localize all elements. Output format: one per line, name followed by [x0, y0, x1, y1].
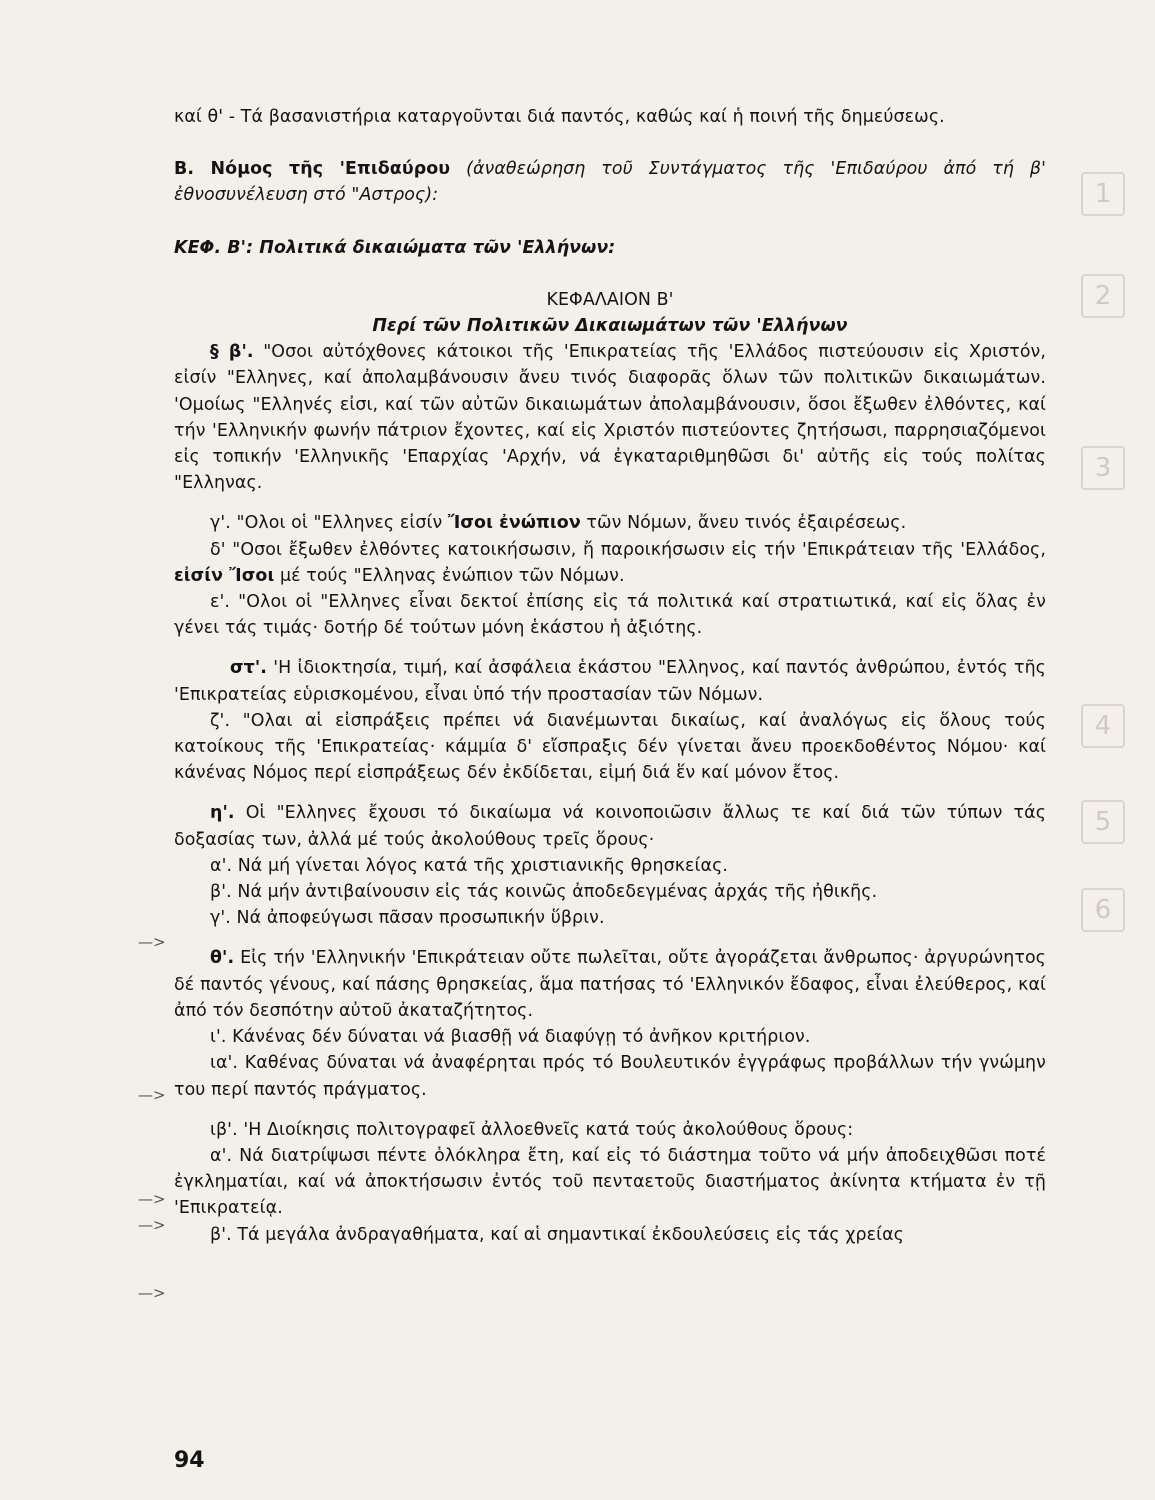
article-th: [174, 945, 1046, 1024]
bleed-through-number: 1: [1081, 172, 1125, 216]
article-ib-a: α'. Νά διατρίψωσι πέντε ὁλόκληρα ἔτη, καί εἰς τό διάστημα τοῦτο νά μήν ἀποδειχθῶσι ποτέ ἐγκληματίαι, καί νά ἀποκτήσωσιν ἐντός τοῦ πενταετοῦς διαστήματος ἀκίνητα κτήματα ἐν τῇ 'Επικρατείᾳ.: [174, 1145, 1046, 1219]
article-e: ε'. "Ολοι οἱ "Ελληνες εἶναι δεκτοί ἐπίσης εἰς τά πολιτικά καί στρατιωτικά, καί εἰς ὅλας ἐν γένει τάς τιμάς· δοτήρ δέ τούτων μόνη ἑκάστου ἡ ἀξιότης.: [174, 592, 1046, 639]
article-i-c: γ'. Νά ἀποφεύγωσι πᾶσαν προσωπικήν ὕβριν.: [210, 908, 605, 929]
chapter-subtitle: Περί τῶν Πολιτικῶν Δικαιωμάτων τῶν 'Ελλήνων: [372, 316, 848, 337]
article-st-label: στ'.: [230, 658, 267, 679]
article-i-text: Οἱ "Ελληνες ἔχουσι τό δικαίωμα νά κοινοποιῶσιν ἄλλως τε καί διά τῶν τύπων τάς δοξασίας των, ἀλλά μέ τούς ἀκολούθους τρεῖς ὅρους·: [174, 803, 1046, 850]
document-body: [174, 104, 1046, 1248]
section-b-heading: [174, 156, 1046, 208]
article-z: ζ'. "Ολαι αἱ εἰσπράξεις πρέπει νά διανέμωνται δικαίως, καί ἀναλόγως εἰς ὅλους τούς κατοίκους τῆς 'Επικρατείας· κάμμία δ' εἴσπραξις δέν γίνεται ἄνευ προεκδοθέντος Νόμου· καί κάνένας Νόμος περί εἰσπράξεως δέν ἐκδίδεται, εἰμή διά ἕν καί μόνον ἔτος.: [174, 710, 1046, 784]
article-b-label: § β'.: [210, 342, 254, 363]
bleed-through-number: 4: [1081, 704, 1125, 748]
article-d-text-end: μέ τούς "Ελληνας ἐνώπιον τῶν Νόμων.: [274, 565, 625, 586]
margin-arrow-icon: —>: [138, 1190, 166, 1208]
article-ib-b: β'. Τά μεγάλα ἀνδραγαθήματα, καί αἱ σημαντικαί ἐκδουλεύσεις εἰς τάς χρείας: [210, 1224, 904, 1245]
article-th-text: Εἰς τήν 'Ελληνικήν 'Επικράτειαν οὔτε πωλεῖται, οὔτε ἀγοράζεται ἄνθρωπος· ἀργυρώνητος δέ παντός γένους, καί πάσης θρησκείας, ἅμα πατήσας τό 'Ελληνικόν ἔδαφος, εἶναι ἐλεύθερος, καί ἀπό τόν δεσπότην αὐτοῦ ἀκαταζήτητος.: [174, 948, 1046, 1021]
bleed-through-number: 2: [1081, 274, 1125, 318]
kef-heading: ΚΕΦ. Β': Πολιτικά δικαιώματα τῶν 'Ελλήνων:: [174, 237, 616, 258]
article-g-text: γ'. "Ολοι οἱ "Ελληνες εἰσίν: [210, 513, 448, 534]
article-i-a: α'. Νά μή γίνεται λόγος κατά τῆς χριστιανικῆς θρησκείας.: [210, 855, 729, 876]
article-g: [174, 510, 1046, 536]
article-ib: ιβ'. 'Η Διοίκησις πολιτογραφεῖ ἀλλοεθνεῖς κατά τούς ἀκολούθους ὅρους:: [210, 1119, 854, 1140]
section-b-bold: Β. Νόμος τῆς 'Επιδαύρου: [174, 159, 451, 180]
article-i-label: η'.: [210, 803, 235, 824]
margin-arrow-icon: —>: [138, 933, 166, 951]
margin-arrow-icon: —>: [138, 1284, 166, 1302]
article-ia: ια'. Καθένας δύναται νά ἀναφέρηται πρός τό Βουλευτικόν ἐγγράφως προβάλλων τήν γνώμην του περί παντός πράγματος.: [174, 1053, 1046, 1100]
article-d: [174, 537, 1046, 589]
article-g-bold: Ἴσοι ἐνώπιον: [447, 513, 581, 534]
page-number: 94: [174, 1448, 205, 1473]
article-b: [174, 339, 1046, 496]
article-iota: ι'. Κάνένας δέν δύναται νά βιασθῇ νά διαφύγῃ τό ἀνῆκον κριτήριον.: [210, 1027, 811, 1048]
article-g-text-end: τῶν Νόμων, ἄνευ τινός ἐξαιρέσεως.: [580, 513, 907, 534]
article-th-label: θ'.: [210, 948, 235, 969]
chapter-title: ΚΕΦΑΛΑΙΟΝ Β': [546, 289, 674, 310]
article-st-text: 'Η ἰδιοκτησία, τιμή, καί ἀσφάλεια ἑκάστου "Ελληνος, καί παντός ἀνθρώπου, ἐντός τῆς 'Επικρατείας εὑρισκομένου, εἶναι ὑπό τήν προστασίαν τῶν Νόμων.: [174, 658, 1046, 705]
section-b-italic: (ἀναθεώρηση τοῦ Συντάγματος τῆς 'Επιδαύρου ἀπό τή β' ἐθνοσυνέλευση στό "Αστρος):: [174, 159, 1047, 206]
article-d-bold: εἰσίν Ἴσοι: [174, 565, 275, 586]
article-st: [174, 655, 1046, 707]
margin-arrow-icon: —>: [138, 1216, 166, 1234]
article-b-text: "Οσοι αὐτόχθονες κάτοικοι τῆς 'Επικρατείας τῆς 'Ελλάδος πιστεύουσιν εἰς Χριστόν, εἰσίν "Ελληνες, καί ἀπολαμβάνουσιν ἄνευ τινός διαφορᾶς ὅλων τῶν πολιτικῶν δικαιωμάτων. 'Ομοίως "Ελληνές εἰσι, καί τῶν αὐτῶν δικαιωμάτων ἀπολαμβάνουσιν, ὅσοι ἔξωθεν ἐλθόντες, καί τήν 'Ελληνικήν φωνήν πάτριον ἔχοντες, καί εἰς Χριστόν πιστεύοντες ζητήσωσι, παρρησιαζόμενοι εἰς τοπικήν 'Ελληνικῆς 'Επαρχίας 'Αρχήν, νά ἐγκαταριθμηθῶσι δι' αὐτῆς εἰς τούς πολίτας "Ελληνας.: [174, 342, 1046, 494]
article-i-b: β'. Νά μήν ἀντιβαίνουσιν εἰς τάς κοινῶς ἀποδεδεγμένας ἀρχάς τῆς ἠθικῆς.: [210, 882, 878, 903]
bleed-through-number: 3: [1081, 446, 1125, 490]
bleed-through-number: 6: [1081, 888, 1125, 932]
margin-arrow-icon: —>: [138, 1086, 166, 1104]
article-i: [174, 800, 1046, 852]
article-d-text: δ' "Οσοι ἔξωθεν ἐλθόντες κατοικήσωσιν, ἤ παροικήσωσιν εἰς τήν 'Επικράτειαν τῆς 'Ελλάδος,: [210, 539, 1046, 560]
paragraph-theta-intro: καί θ' - Τά βασανιστήρια καταργοῦνται διά παντός, καθώς καί ἡ ποινή τῆς δημεύσεως.: [174, 107, 945, 127]
bleed-through-number: 5: [1081, 800, 1125, 844]
